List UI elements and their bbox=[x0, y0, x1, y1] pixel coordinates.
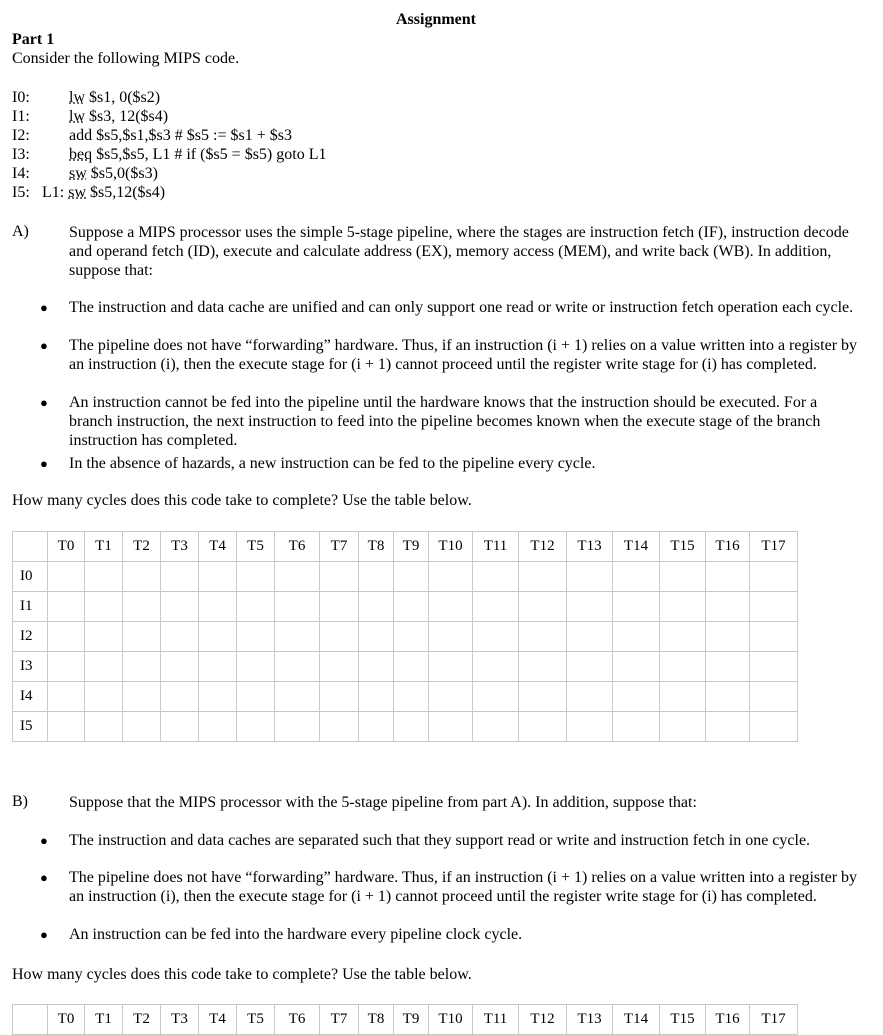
table-cell bbox=[123, 652, 161, 682]
document-title: Assignment bbox=[396, 11, 477, 28]
table-cell bbox=[123, 622, 161, 652]
time-column-header: T8 bbox=[359, 532, 394, 562]
table-cell bbox=[359, 592, 394, 622]
code-operands: $s5,0($s3) bbox=[86, 165, 158, 182]
section-b-text: Suppose that the MIPS processor with the 5-stage pipeline from part A). In addition, suppose that: bbox=[69, 794, 697, 811]
bullet-icon: ● bbox=[40, 338, 48, 353]
time-column-header: T17 bbox=[750, 1005, 798, 1035]
table-cell bbox=[429, 652, 473, 682]
code-line-text bbox=[69, 107, 168, 126]
pipeline-table-b bbox=[12, 1004, 798, 1035]
bullet-item: An instruction cannot be fed into the pipeline until the hardware knows that the instruction should be executed. For a branch instruction, the next instruction to feed into the pipeline becomes known when the execute stage of the branch instruction has completed. bbox=[69, 394, 821, 449]
time-column-header: T4 bbox=[199, 532, 237, 562]
table-cell bbox=[519, 592, 567, 622]
table-cell bbox=[706, 682, 750, 712]
table-cell bbox=[48, 622, 85, 652]
section-a-text: Suppose a MIPS processor uses the simple 5-stage pipeline, where the stages are instruction fetch (IF), instruction decode and operand fetch (ID), execute and calculate address (EX), memory access (MEM), and write back (WB). In addition, suppose that: bbox=[69, 224, 849, 279]
bullet-icon: ● bbox=[40, 927, 48, 942]
section-b-question: How many cycles does this code take to complete? Use the table below. bbox=[12, 966, 472, 983]
table-cell bbox=[613, 682, 660, 712]
time-column-header: T2 bbox=[123, 532, 161, 562]
table-cell bbox=[429, 562, 473, 592]
code-opcode: lw bbox=[69, 108, 85, 125]
table-cell bbox=[237, 712, 275, 742]
table-header-row bbox=[13, 1005, 798, 1035]
table-cell bbox=[394, 592, 429, 622]
time-column-header: T2 bbox=[123, 1005, 161, 1035]
instruction-row-header: I5 bbox=[13, 712, 48, 742]
table-cell bbox=[275, 712, 320, 742]
time-column-header: T11 bbox=[473, 532, 519, 562]
table-cell bbox=[199, 652, 237, 682]
code-line-text bbox=[69, 88, 160, 107]
code-line-label: I1: bbox=[12, 108, 30, 125]
table-cell bbox=[750, 592, 798, 622]
table-cell bbox=[85, 682, 123, 712]
table-cell bbox=[660, 562, 706, 592]
instruction-row-header: I4 bbox=[13, 682, 48, 712]
time-column-header: T1 bbox=[85, 1005, 123, 1035]
code-opcode: sw bbox=[68, 184, 86, 201]
bullet-icon: ● bbox=[40, 300, 48, 315]
table-cell bbox=[85, 592, 123, 622]
table-cell bbox=[660, 712, 706, 742]
table-cell bbox=[519, 652, 567, 682]
table-cell bbox=[567, 682, 613, 712]
table-cell bbox=[660, 682, 706, 712]
table-cell bbox=[237, 592, 275, 622]
time-column-header: T9 bbox=[394, 532, 429, 562]
table-cell bbox=[519, 562, 567, 592]
table-cell bbox=[660, 652, 706, 682]
table-row bbox=[13, 562, 798, 592]
table-cell bbox=[359, 562, 394, 592]
bullet-item: An instruction can be fed into the hardware every pipeline clock cycle. bbox=[69, 926, 523, 943]
table-cell bbox=[394, 682, 429, 712]
code-line-text bbox=[69, 126, 292, 145]
table-cell bbox=[750, 652, 798, 682]
table-cell bbox=[359, 682, 394, 712]
bullet-icon: ● bbox=[40, 395, 48, 410]
time-column-header: T16 bbox=[706, 532, 750, 562]
time-column-header: T4 bbox=[199, 1005, 237, 1035]
time-column-header: T12 bbox=[519, 532, 567, 562]
table-cell bbox=[613, 562, 660, 592]
table-cell bbox=[48, 712, 85, 742]
table-row bbox=[13, 712, 798, 742]
table-cell bbox=[473, 622, 519, 652]
section-b-label: B) bbox=[12, 793, 28, 810]
time-column-header: T11 bbox=[473, 1005, 519, 1035]
table-corner-cell bbox=[13, 1005, 48, 1035]
time-column-header: T3 bbox=[161, 1005, 199, 1035]
table-cell bbox=[199, 712, 237, 742]
table-cell bbox=[567, 712, 613, 742]
time-column-header: T0 bbox=[48, 532, 85, 562]
table-cell bbox=[123, 682, 161, 712]
table-cell bbox=[48, 652, 85, 682]
table-cell bbox=[706, 712, 750, 742]
table-cell bbox=[394, 652, 429, 682]
intro-text: Consider the following MIPS code. bbox=[12, 50, 240, 67]
time-column-header: T6 bbox=[275, 1005, 320, 1035]
table-cell bbox=[660, 622, 706, 652]
table-cell bbox=[567, 562, 613, 592]
table-cell bbox=[275, 562, 320, 592]
table-cell bbox=[85, 562, 123, 592]
time-column-header: T14 bbox=[613, 532, 660, 562]
table-cell bbox=[473, 592, 519, 622]
table-cell bbox=[359, 712, 394, 742]
instruction-row-header: I3 bbox=[13, 652, 48, 682]
part-heading: Part 1 bbox=[12, 31, 55, 48]
table-cell bbox=[473, 712, 519, 742]
code-operands: add $s5,$s1,$s3 # $s5 := $s1 + $s3 bbox=[69, 127, 292, 144]
table-cell bbox=[199, 562, 237, 592]
table-cell bbox=[473, 652, 519, 682]
code-opcode: beq bbox=[69, 146, 93, 163]
table-cell bbox=[48, 592, 85, 622]
table-row bbox=[13, 652, 798, 682]
code-line-text bbox=[69, 164, 158, 183]
table-cell bbox=[161, 592, 199, 622]
bullet-item: The pipeline does not have “forwarding” hardware. Thus, if an instruction (i + 1) relies on a value written into a register by an instruction (i), then the execute stage for (i + 1) cannot proceed until the register write stage for (i) has completed. bbox=[69, 869, 858, 905]
time-column-header: T10 bbox=[429, 532, 473, 562]
time-column-header: T10 bbox=[429, 1005, 473, 1035]
time-column-header: T5 bbox=[237, 1005, 275, 1035]
table-cell bbox=[85, 712, 123, 742]
table-cell bbox=[706, 562, 750, 592]
table-cell bbox=[123, 712, 161, 742]
table-cell bbox=[429, 592, 473, 622]
code-line-label: I0: bbox=[12, 89, 30, 106]
table-cell bbox=[519, 622, 567, 652]
code-line-label: I4: bbox=[12, 165, 30, 182]
table-cell bbox=[473, 562, 519, 592]
table-cell bbox=[275, 652, 320, 682]
table-row bbox=[13, 682, 798, 712]
table-cell bbox=[275, 682, 320, 712]
table-cell bbox=[567, 592, 613, 622]
table-cell bbox=[199, 592, 237, 622]
table-cell bbox=[359, 622, 394, 652]
code-line-text bbox=[69, 145, 326, 164]
table-cell bbox=[706, 622, 750, 652]
table-cell bbox=[320, 622, 359, 652]
bullet-item: The instruction and data caches are separated such that they support read or write and instruction fetch in one cycle. bbox=[69, 832, 811, 849]
table-cell bbox=[567, 652, 613, 682]
table-cell bbox=[567, 622, 613, 652]
table-cell bbox=[613, 652, 660, 682]
table-cell bbox=[237, 622, 275, 652]
table-cell bbox=[161, 622, 199, 652]
instruction-row-header: I1 bbox=[13, 592, 48, 622]
instruction-row-header: I0 bbox=[13, 562, 48, 592]
table-cell bbox=[48, 562, 85, 592]
table-cell bbox=[359, 652, 394, 682]
table-header-row bbox=[13, 532, 798, 562]
table-cell bbox=[750, 682, 798, 712]
table-cell bbox=[320, 592, 359, 622]
table-row bbox=[13, 622, 798, 652]
table-cell bbox=[237, 652, 275, 682]
section-a-question: How many cycles does this code take to complete? Use the table below. bbox=[12, 492, 472, 509]
time-column-header: T0 bbox=[48, 1005, 85, 1035]
section-a-label: A) bbox=[12, 223, 29, 240]
bullet-item: In the absence of hazards, a new instruction can be fed to the pipeline every cycle. bbox=[69, 455, 596, 472]
code-opcode: lw bbox=[69, 89, 85, 106]
table-cell bbox=[161, 712, 199, 742]
instruction-row-header: I2 bbox=[13, 622, 48, 652]
code-operands: $s5,$s5, L1 # if ($s5 = $s5) goto L1 bbox=[92, 146, 327, 163]
table-cell bbox=[320, 562, 359, 592]
table-cell bbox=[161, 652, 199, 682]
time-column-header: T3 bbox=[161, 532, 199, 562]
table-cell bbox=[394, 562, 429, 592]
code-operands: $s1, 0($s2) bbox=[85, 89, 161, 106]
table-cell bbox=[394, 712, 429, 742]
bullet-item: The instruction and data cache are unified and can only support one read or write or instruction fetch operation each cycle. bbox=[69, 299, 854, 316]
time-column-header: T13 bbox=[567, 532, 613, 562]
table-cell bbox=[429, 682, 473, 712]
time-column-header: T14 bbox=[613, 1005, 660, 1035]
time-column-header: T7 bbox=[320, 1005, 359, 1035]
table-cell bbox=[161, 682, 199, 712]
pipeline-table-a bbox=[12, 531, 798, 742]
table-cell bbox=[237, 682, 275, 712]
table-cell bbox=[613, 592, 660, 622]
table-cell bbox=[519, 712, 567, 742]
code-operands: $s3, 12($s4) bbox=[85, 108, 169, 125]
table-cell bbox=[706, 592, 750, 622]
table-cell bbox=[275, 622, 320, 652]
time-column-header: T12 bbox=[519, 1005, 567, 1035]
table-cell bbox=[473, 682, 519, 712]
code-line-label: I2: bbox=[12, 127, 30, 144]
table-cell bbox=[613, 622, 660, 652]
table-cell bbox=[394, 622, 429, 652]
table-cell bbox=[199, 622, 237, 652]
code-line-label: I5: bbox=[12, 184, 30, 201]
time-column-header: T15 bbox=[660, 1005, 706, 1035]
code-operands: $s5,12($s4) bbox=[86, 184, 166, 201]
table-cell bbox=[660, 592, 706, 622]
table-cell bbox=[750, 562, 798, 592]
table-cell bbox=[161, 562, 199, 592]
table-cell bbox=[750, 622, 798, 652]
code-opcode: sw bbox=[69, 165, 87, 182]
bullet-item: The pipeline does not have “forwarding” hardware. Thus, if an instruction (i + 1) relies on a value written into a register by an instruction (i), then the execute stage for (i + 1) cannot proceed until the register write stage for (i) has completed. bbox=[69, 337, 858, 373]
bullet-icon: ● bbox=[40, 870, 48, 885]
time-column-header: T6 bbox=[275, 532, 320, 562]
table-cell bbox=[85, 622, 123, 652]
table-cell bbox=[519, 682, 567, 712]
table-cell bbox=[613, 712, 660, 742]
table-cell bbox=[123, 592, 161, 622]
bullet-icon: ● bbox=[40, 833, 48, 848]
table-cell bbox=[706, 652, 750, 682]
table-cell bbox=[85, 652, 123, 682]
time-column-header: T9 bbox=[394, 1005, 429, 1035]
code-branch-label: L1: bbox=[42, 184, 69, 201]
time-column-header: T1 bbox=[85, 532, 123, 562]
time-column-header: T5 bbox=[237, 532, 275, 562]
code-line-label: I3: bbox=[12, 146, 30, 163]
table-cell bbox=[275, 592, 320, 622]
table-row bbox=[13, 592, 798, 622]
time-column-header: T17 bbox=[750, 532, 798, 562]
table-cell bbox=[199, 682, 237, 712]
time-column-header: T15 bbox=[660, 532, 706, 562]
table-cell bbox=[320, 652, 359, 682]
table-corner-cell bbox=[13, 532, 48, 562]
table-cell bbox=[123, 562, 161, 592]
time-column-header: T16 bbox=[706, 1005, 750, 1035]
table-cell bbox=[320, 712, 359, 742]
table-cell bbox=[48, 682, 85, 712]
table-cell bbox=[429, 712, 473, 742]
table-cell bbox=[237, 562, 275, 592]
bullet-icon: ● bbox=[40, 456, 48, 471]
table-cell bbox=[429, 622, 473, 652]
time-column-header: T7 bbox=[320, 532, 359, 562]
time-column-header: T8 bbox=[359, 1005, 394, 1035]
table-cell bbox=[750, 712, 798, 742]
table-cell bbox=[320, 682, 359, 712]
time-column-header: T13 bbox=[567, 1005, 613, 1035]
code-line-text bbox=[42, 183, 165, 202]
